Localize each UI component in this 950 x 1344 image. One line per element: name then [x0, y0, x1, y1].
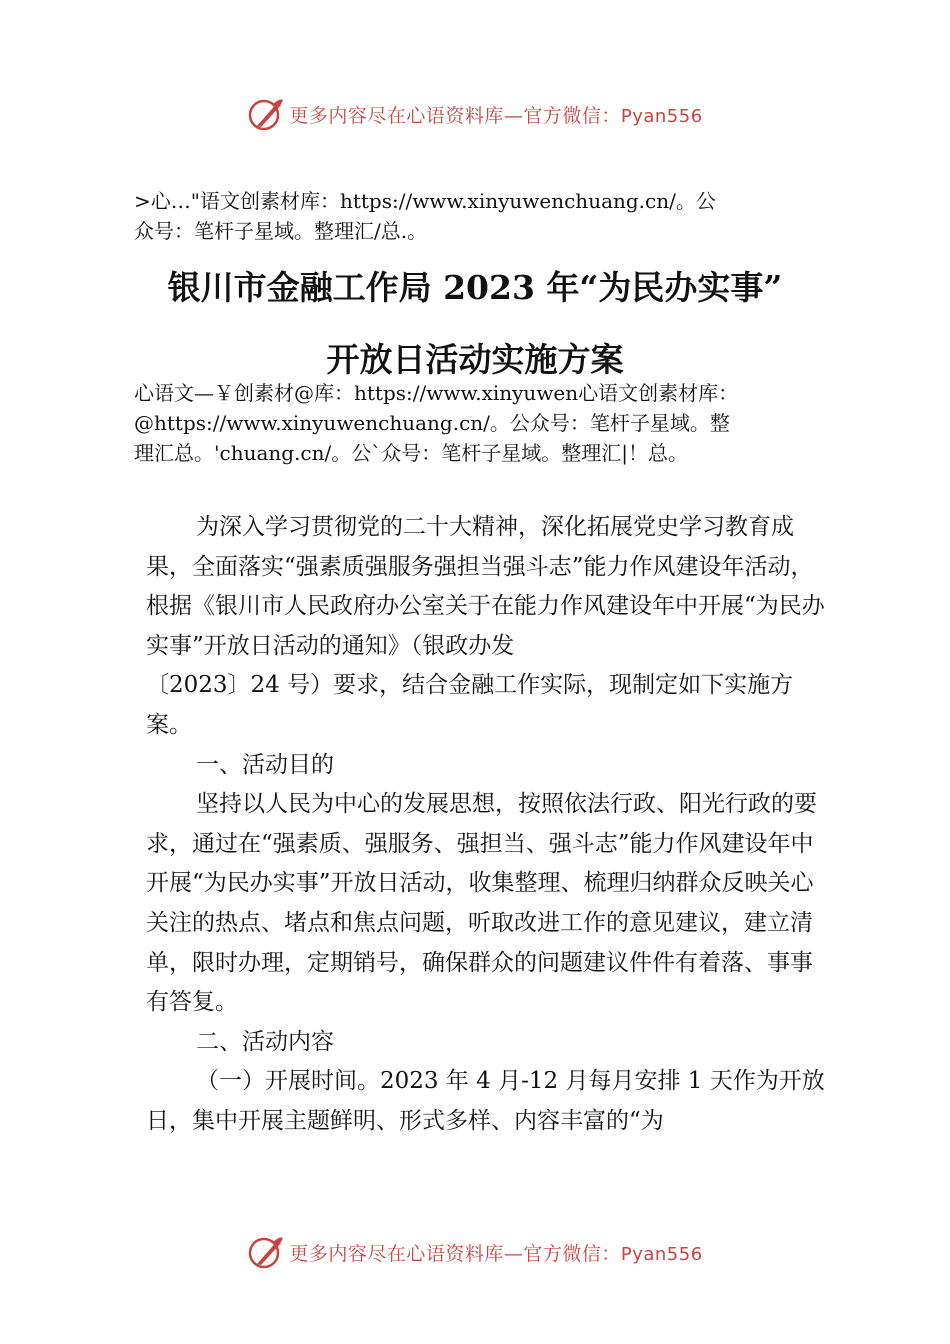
section-heading-2: 二、活动内容 — [196, 1028, 334, 1055]
quill-pen-icon — [247, 96, 285, 132]
paragraph-purpose: 坚持以人民为中心的发展思想，按照依法行政、阳光行政的要求，通过在“强素质、强服务、强担当、强斗志”能力作风建设年中开展“为民办实事”开放日活动，收集整理、梳理归纳群众反映关心关注的热点、堵点和焦点问题，听取改进工作的意见建议，建立清单，限时办理，定期销号，确保群众的问题建议件件有着落、事事有答复。 — [146, 791, 817, 1016]
document-title-line-1: 银川市金融工作局 2023 年“为民办实事” — [167, 268, 783, 307]
banner-text: 更多内容尽在心语资料库—官方微信：Pyan556 — [289, 1242, 703, 1265]
paragraph-content: （一）开展时间。2023 年 4 月-12 月每月安排 1 天作为开放日，集中开展主题鲜明、形式多样、内容丰富的“为 — [146, 1068, 825, 1134]
section-heading-1: 一、活动目的 — [196, 751, 334, 778]
paragraph-intro: 为深入学习贯彻党的二十大精神，深化拓展党史学习教育成果，全面落实“强素质强服务强担当强斗志”能力作风建设年活动，根据《银川市人民政府办公室关于在能力作风建设年中开展“为民办实事”开放日活动的通知》（银政办发 — [146, 514, 825, 659]
banner-text: 更多内容尽在心语资料库—官方微信：Pyan556 — [289, 104, 703, 127]
watermark-line: >心…"语文创素材库：https://www.xinyuwenchuang.cn/。公 — [134, 189, 716, 213]
paragraph-intro-cont: 〔2023〕24 号）要求，结合金融工作实际，现制定如下实施方案。 — [146, 672, 794, 738]
watermark-line: 众号：笔杆子星域。整理汇/总.。 — [134, 219, 428, 243]
watermark-line: 心语文—￥创素材@库：https://www.xinyuwen心语文创素材库： — [134, 381, 739, 405]
watermark-line: 理汇总。'chuang.cn/。公`众号：笔杆子星域。整理汇|！总。 — [134, 441, 688, 465]
watermark-line: @https://www.xinyuwenchuang.cn/。公众号：笔杆子星域。整 — [134, 411, 730, 435]
document-body — [146, 508, 826, 1142]
quill-pen-icon — [247, 1234, 285, 1270]
document-title-line-2: 开放日活动实施方案 — [326, 340, 624, 379]
footer-banner — [0, 1232, 950, 1272]
header-banner — [0, 94, 950, 134]
